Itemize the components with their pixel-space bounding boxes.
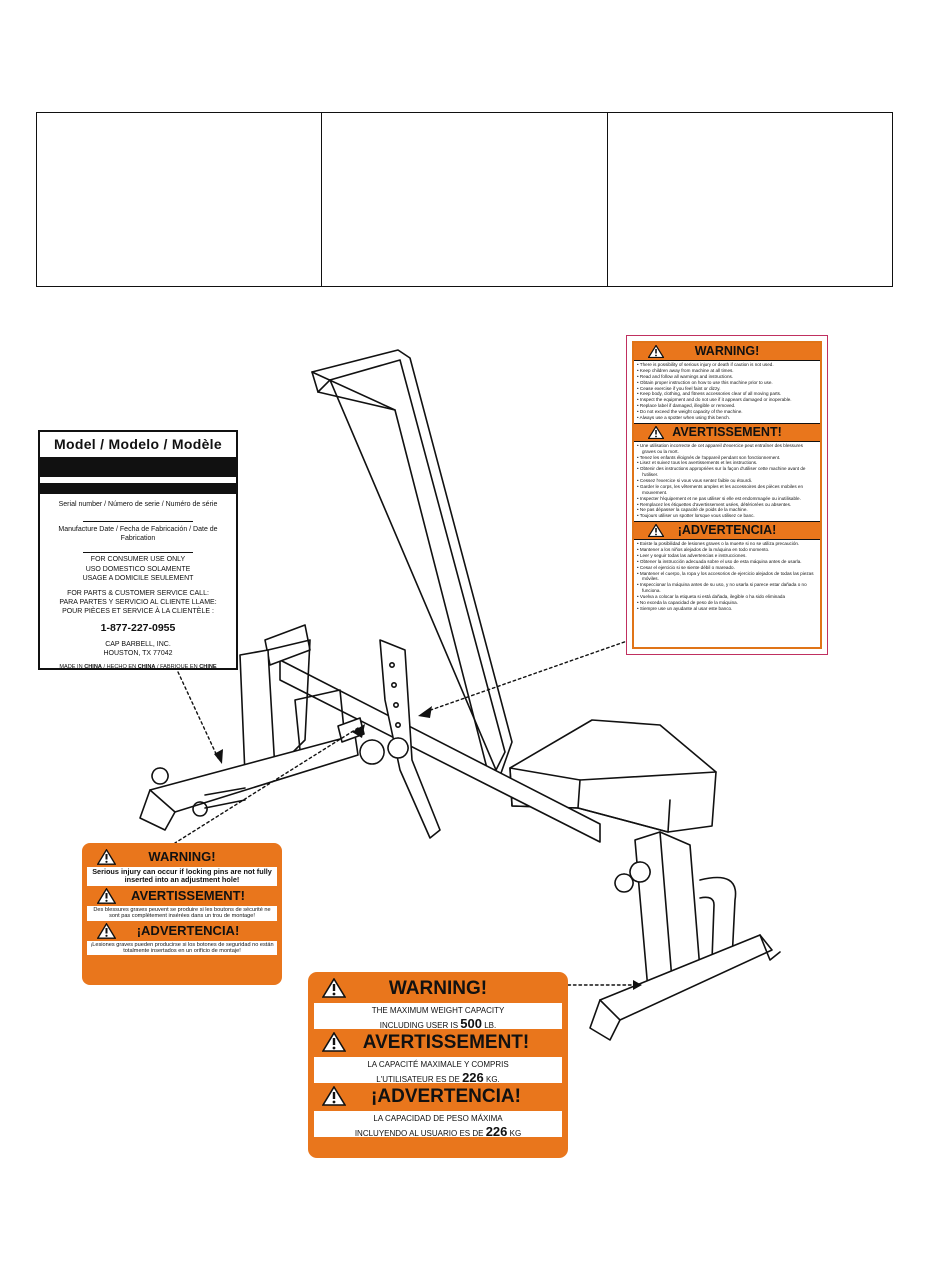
warning-triangle-icon xyxy=(322,978,346,998)
warning-header-es: ¡ADVERTENCIA! xyxy=(634,521,820,540)
warning-list-item: • Cesar el ejercicio si se siente débil o mareado. xyxy=(637,564,735,570)
capacity-value-kg-es: 226 xyxy=(485,1124,508,1139)
warning-list-item: • Read and follow all warnings and instructions. xyxy=(637,373,734,379)
pin-warning-text-es: ¡Lesiones graves pueden producirse si los botones de seguridad no están totalmente insertados en un orificio de montaje! xyxy=(87,941,277,956)
warning-list-item: • Une utilisation incorrecte de cet appareil d'exercice peut entraîner des blessures graves ou la mort. xyxy=(637,442,803,454)
warning-triangle-icon xyxy=(322,1086,346,1106)
warning-list-item: • Ne pas dépasser la capacité de poids de la machine. xyxy=(637,507,748,513)
warning-triangle-icon xyxy=(97,923,116,939)
warning-triangle-icon xyxy=(648,426,664,439)
warning-header-en: WARNING! xyxy=(634,343,820,361)
consumer-text-1: FOR CONSUMER USE ONLY xyxy=(90,556,186,564)
warning-list-en xyxy=(634,361,820,423)
model-bar xyxy=(40,457,236,477)
warning-list-item: • There is possibility of serious injury or death if caution is not used. xyxy=(637,362,774,367)
parts-text-3: POUR PIÈCES ET SERVICE À LA CLIENTÈLE : xyxy=(62,607,214,615)
pin-warning-header-es: ¡ADVERTENCIA! xyxy=(87,921,277,941)
warning-list-item: • Mantener a los niños alejados de la máquina en todo momento. xyxy=(637,547,770,552)
warning-list-item: • Garder le corps, les vêtements amples et les accessoires des pièces mobiles en mouvement. xyxy=(637,483,804,495)
rear-support xyxy=(590,832,780,1040)
consumer-text-2: USO DOMESTICO SOLAMENTE xyxy=(85,565,191,573)
made-in-text: MADE IN CHINA / HECHO EN CHINA / FABRIQUE EN CHINE xyxy=(59,663,217,670)
warning-triangle-icon xyxy=(97,888,116,904)
warning-list-item: • No exceda la capacidad de peso de la máquina. xyxy=(637,599,738,605)
warning-list-item: • Always use a spotter when using this bench. xyxy=(637,414,731,420)
phone-number: 1-877-227-0955 xyxy=(100,622,176,635)
warning-list-item: • Tenez les enfants éloignés de l'appareil pendant son fonctionnement. xyxy=(637,454,781,460)
pin-warning-header-en: WARNING! xyxy=(87,847,277,867)
warning-list-item: • Do not exceed the weight capacity of the machine. xyxy=(637,409,743,414)
pin-warning-label xyxy=(82,843,282,985)
manufacture-text-1: Manufacture Date / Fecha de Fabricación / Date de xyxy=(58,526,218,534)
warning-list-es xyxy=(634,540,820,614)
warning-triangle-icon xyxy=(97,849,116,865)
warning-list-item: • Remplacez les étiquettes d'avertissement usées, détériorées ou absentes. xyxy=(637,501,792,507)
warning-list-item: • Lisez et suivez tous les avertissements et les instructions. xyxy=(637,460,758,466)
capacity-header-fr: AVERTISSEMENT! xyxy=(314,1029,562,1057)
serial-line xyxy=(83,521,193,522)
model-label xyxy=(38,430,238,670)
seat-pad xyxy=(510,720,716,832)
warning-list-item: • Inspecter l'équipement et ne pas utiliser si elle est endommagée ou inutilisable. xyxy=(637,495,801,501)
warning-list-item: • Inspeccionar la máquina antes de su uso, y no usarla si parece estar dañada o no funciona. xyxy=(637,582,807,594)
pin-warning-text-fr: Des blessures graves peuvent se produire si les boutons de sécurité ne sont pas complètement insérées dans un trou de montage! xyxy=(87,906,277,921)
warning-triangle-icon xyxy=(648,524,664,537)
company-name: CAP BARBELL, INC. xyxy=(105,640,171,648)
consumer-text-3: USAGE A DOMICILE SEULEMENT xyxy=(82,574,194,582)
model-bar xyxy=(40,483,236,494)
warning-list-item: • Siempre use un ayudante al usar este banco. xyxy=(637,605,733,611)
capacity-header-es: ¡ADVERTENCIA! xyxy=(314,1083,562,1111)
warning-list-fr xyxy=(634,442,820,521)
pin-warning-header-fr: AVERTISSEMENT! xyxy=(87,886,277,906)
capacity-warning-label xyxy=(308,972,568,1158)
capacity-text-es: LA CAPACIDAD DE PESO MÁXIMA INCLUYENDO AL USUARIO ES DE 226 KG xyxy=(314,1111,562,1137)
warning-triangle-icon xyxy=(322,1032,346,1052)
capacity-header-en: WARNING! xyxy=(314,975,562,1003)
warning-list-item: • Existe la posibilidad de lesiones graves o la muerte si no se utiliza precaución. xyxy=(637,541,800,547)
warning-list-item: • Mantener el cuerpo, la ropa y los accesorios de ejercicio alejados de todas las piezas móviles. xyxy=(637,570,814,582)
capacity-text-fr: LA CAPACITÉ MAXIMALE Y COMPRIS L'UTILISATEUR ES DE 226 KG. xyxy=(314,1057,562,1083)
capacity-text-en: THE MAXIMUM WEIGHT CAPACITY INCLUDING USER IS 500 LB. xyxy=(314,1003,562,1029)
manufacture-text-2: Fabrication xyxy=(120,535,156,543)
warning-list-item: • Vuelva a colocar la etiqueta si está dañada, ilegible o ha sido eliminada xyxy=(637,594,786,599)
warning-list-item: • Obtenir des instructions appropriées sur la façon d'utiliser cette machine avant de l'utiliser. xyxy=(637,466,806,478)
warning-list-item: • Obtener la instrucción adecuada sobre el uso de esta máquina antes de usarla. xyxy=(637,558,802,564)
company-address: HOUSTON, TX 77042 xyxy=(103,649,173,657)
warning-header-fr: AVERTISSEMENT! xyxy=(634,423,820,442)
warning-list-item: • Cease exercise if you feel faint or dizzy. xyxy=(637,385,721,391)
parts-text-2: PARA PARTES Y SERVICIO AL CLIENTE LLAME: xyxy=(59,598,217,606)
manufacture-line xyxy=(83,552,193,553)
warning-list-item: • Keep children away from machine at all times. xyxy=(637,367,734,373)
warning-list-item: • Leer y seguir todas las advertencias e instrucciones. xyxy=(637,552,747,558)
warning-list-item: • Replace label if damaged, illegible or removed. xyxy=(637,403,736,409)
capacity-value-lb: 500 xyxy=(460,1016,482,1031)
capacity-value-kg: 226 xyxy=(462,1070,484,1085)
warning-list-item: • Inspect the equipment and do not use if it appears damaged or inoperable. xyxy=(637,397,792,403)
serial-text: Serial number / Número de serie / Numéro de série xyxy=(58,501,218,509)
warning-triangle-icon xyxy=(648,345,664,358)
parts-text-1: FOR PARTS & CUSTOMER SERVICE CALL: xyxy=(67,589,209,597)
general-warning-label xyxy=(626,335,828,655)
warning-list-item: • Cessez l'exercice si vous vous sentez faible ou étourdi. xyxy=(637,478,753,483)
warning-list-item: • Toujours utiliser un spotter lorsque vous utilisez ce banc. xyxy=(637,513,755,519)
warning-list-item: • Keep body, clothing, and fitness accessories clear of all moving parts. xyxy=(637,391,782,397)
warning-list-item: • Obtain proper instruction on how to use this machine prior to use. xyxy=(637,379,773,385)
pin-warning-text-en: Serious injury can occur if locking pins are not fully inserted into an adjustment hole! xyxy=(87,867,277,886)
model-title: Model / Modelo / Modèle xyxy=(54,436,222,452)
